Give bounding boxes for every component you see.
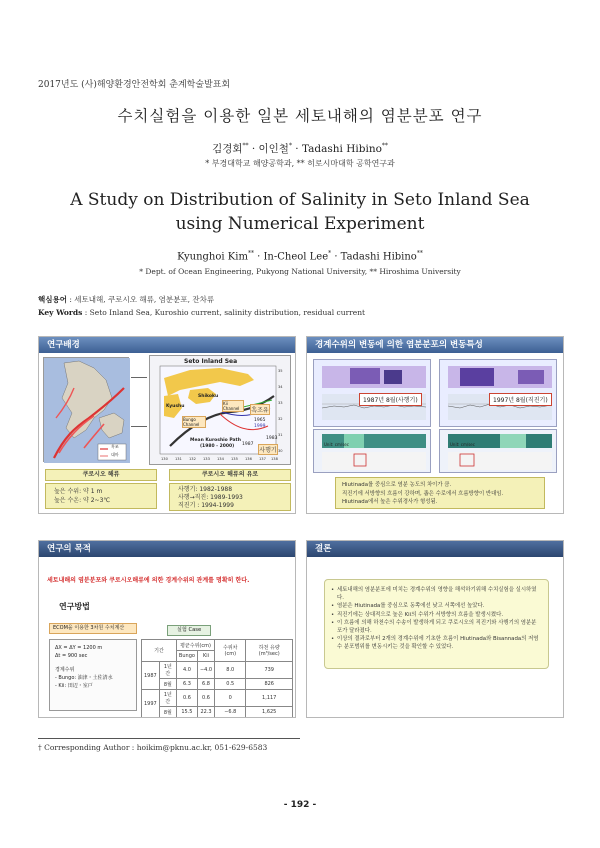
box2-line: 사행→직진: 1989-1993: [178, 494, 243, 501]
table-header: 평균수위(cm): [176, 640, 214, 651]
chart-graphic: [440, 430, 557, 473]
lon-ticks: [161, 457, 279, 461]
svg-text:135: 135: [231, 457, 238, 461]
note-line: Hiutinada에서 높은 수위경사가 형성됨.: [342, 499, 438, 505]
boundary-line: - Kii: 田辺・室戸: [55, 683, 93, 689]
svg-text:130: 130: [161, 457, 168, 461]
conference-header: 2017년도 (사)해양환경안전학회 춘계학술발표회: [38, 80, 231, 90]
svg-text:137: 137: [259, 457, 266, 461]
table-cell: 0: [215, 690, 246, 707]
english-authors: Kyunghoi Kim** · In-Cheol Lee* · Tadashi Hibino**: [177, 250, 423, 263]
chart-current-1997: [439, 429, 557, 473]
svg-text:136: 136: [245, 457, 252, 461]
korean-authors: 김경회** · 이인철* · Tadashi Hibino**: [212, 142, 388, 155]
table-subheader: Bungo: [176, 651, 197, 662]
table-cell: 22.3: [197, 707, 214, 718]
footnote: † Corresponding Author : hoikim@pknu.ac.kr, 051-629-6583: [38, 743, 268, 752]
param-line: ΔX = ΔY = 1200 m: [55, 645, 103, 651]
conclusion-item: • 직진기에는 상대적으로 높은 Kii의 수위가 서방향의 흐름을 발생시켰다.: [337, 611, 540, 619]
panel-boundary-level: [306, 336, 564, 514]
table-cell: 826: [246, 679, 293, 690]
svg-text:131: 131: [175, 457, 182, 461]
table-cell: 739: [246, 662, 293, 679]
model-box: ECOM을 이용한 3차원 수치계산: [49, 623, 137, 634]
footnote-rule: [38, 738, 300, 739]
box2-line: 직진기 : 1994-1999: [178, 502, 234, 509]
param-line: Δt = 900 sec: [55, 653, 88, 659]
note-line: 직진기에 서방향의 흐름이 강하며, 좁은 수로에서 흐름방향이 반대임.: [342, 490, 504, 497]
label-shikoku: Shikoku: [198, 394, 219, 399]
label-1997: 1997년 8월(직진기): [489, 393, 552, 406]
panel-purpose: [38, 540, 296, 718]
box1-line: 높은 수온: 약 2~3℃: [54, 497, 111, 504]
case-table: [141, 639, 293, 718]
table-row: [142, 690, 293, 707]
label-mean-years: (1980 - 2000): [200, 444, 235, 449]
table-cell: 0.6: [197, 690, 214, 707]
note-line: Hiutinada를 중심으로 염분 농도의 차이가 큼.: [342, 482, 452, 488]
table-header: 기간: [142, 640, 177, 662]
map-title: Seto Inland Sea: [184, 358, 238, 365]
table-header: 수위차 (cm): [215, 640, 246, 662]
svg-text:138: 138: [271, 457, 278, 461]
box1-body: [45, 483, 157, 509]
korean-title: 수치실험을 이용한 일본 세토내해의 염분분포 연구: [117, 107, 483, 125]
panel2-note: [335, 477, 545, 509]
table-cell: 8월: [159, 707, 176, 718]
unit-label: Unit: cm/sec: [324, 442, 349, 447]
chart-current-1987: [313, 429, 431, 473]
table-row: [142, 707, 293, 718]
table-cell: 6.8: [197, 679, 214, 690]
page-number: - 192 -: [283, 800, 317, 810]
method-title: 연구방법: [59, 602, 90, 611]
legend-item-1: 흑조: [111, 444, 119, 449]
table-cell: 8.0: [215, 662, 246, 679]
tag-box-a: 흑조유: [250, 404, 270, 415]
box2-line: 사행기: 1982-1988: [178, 486, 233, 493]
conclusion-list: [324, 579, 549, 669]
label-kii: Kii Channel: [222, 400, 244, 412]
panel-title: 연구의 목적: [39, 541, 295, 557]
label-kyushu: Kyushu: [166, 404, 185, 409]
svg-text:34: 34: [278, 385, 283, 389]
table-cell: −6.8: [215, 707, 246, 718]
svg-text:32: 32: [278, 417, 283, 421]
label-1987: 1987년 8월(사행기): [359, 393, 422, 406]
svg-text:134: 134: [217, 457, 224, 461]
table-row: [142, 662, 293, 679]
zoom-connector: [131, 377, 147, 427]
svg-text:33: 33: [278, 401, 283, 405]
svg-text:31: 31: [278, 433, 283, 437]
table-subheader: Kii: [197, 651, 214, 662]
table-cell: 1년간: [159, 690, 176, 707]
seto-map: [149, 355, 291, 465]
conclusion-item: • 이상의 결과로부터 2개의 경계수위에 기초한 흐름이 Hiutinada와 Bisannada의 저염수 분포범위를 변동시키는 것을 확인할 수 있었다.: [337, 635, 540, 651]
unit-label: Unit: cm/sec: [450, 442, 475, 447]
label-1987: 1987: [242, 442, 254, 447]
table-cell: 1년간: [159, 662, 176, 679]
table-cell: 6.3: [176, 679, 197, 690]
panel-title: 연구배경: [39, 337, 295, 353]
english-affiliation: * Dept. of Ocean Engineering, Pukyong National University, ** Hiroshima University: [139, 267, 461, 276]
box2-title: 쿠로시오 해류의 유로: [169, 469, 291, 481]
table-cell: 4.0: [176, 662, 197, 679]
tag-box-b: 사행기: [258, 444, 278, 455]
params-box: [49, 639, 137, 711]
case-title-box: 실험 Case: [167, 625, 211, 636]
box1-line: 높은 수위: 약 1 m: [54, 488, 103, 495]
panel-title: 결론: [307, 541, 563, 557]
table-cell: −4.0: [197, 662, 214, 679]
legend-item-2: 대마: [111, 452, 119, 457]
conclusion-item: • 염분은 Hiutinada를 중심으로 동쪽에선 낮고 서쪽에선 높았다.: [337, 602, 540, 610]
label-bungo: Bungo Channel: [182, 416, 206, 428]
boundary-line: - Bungo: 油津・土佐清水: [55, 675, 113, 681]
panel-conclusion: [306, 540, 564, 718]
english-title: A Study on Distribution of Salinity in Seto Inland Sea using Numerical Experiment: [70, 190, 530, 234]
label-mean-path: Mean Kuroshio Path: [190, 438, 241, 443]
panel-background: [38, 336, 296, 514]
svg-text:30: 30: [278, 449, 283, 453]
table-row: [142, 679, 293, 690]
label-1965: 1965: [254, 418, 266, 423]
svg-text:35: 35: [278, 369, 283, 373]
conclusion-item: • 이 흐름에 의해 하천수의 수송이 발생하게 되고 쿠로시오의 직진기와 사행기의 염분분포가 달라졌다.: [337, 619, 540, 635]
label-1999: 1999: [254, 424, 266, 429]
japan-map: [43, 357, 129, 462]
boundary-title: 경계수위: [55, 667, 75, 673]
box2-body: [169, 483, 291, 511]
table-header: 하천 유량 (m³/sec): [246, 640, 293, 662]
svg-text:132: 132: [189, 457, 196, 461]
table-cell: 8월: [159, 679, 176, 690]
conclusion-item: • 세토내해의 염분분포에 미치는 경계수위의 영향을 해석하기위해 수치실험을 실시하였다.: [337, 586, 540, 602]
label-1983: 1983: [266, 436, 278, 441]
purpose-text: 세토내해의 염분분포와 쿠로시오해류에 의한 경계수위의 관계를 명확히 한다.: [47, 577, 250, 584]
chart-graphic: [314, 430, 431, 473]
box1-title: 쿠로시오 해류: [45, 469, 157, 481]
table-cell: 0.6: [176, 690, 197, 707]
keywords-korean: 핵심용어 : 세토내해, 쿠로시오 해류, 염분분포, 잔차류: [38, 295, 215, 304]
table-cell: 1997: [142, 690, 160, 718]
keywords-english: Key Words : Seto Inland Sea, Kuroshio current, salinity distribution, residual current: [38, 308, 366, 317]
svg-text:133: 133: [203, 457, 210, 461]
panel-title: 경계수위의 변동에 의한 염분분포의 변동특성: [307, 337, 563, 353]
table-cell: 15.5: [176, 707, 197, 718]
korean-affiliation: * 부경대학교 해양공학과, ** 히로시마대학 공학연구과: [205, 159, 395, 168]
table-cell: 1,117: [246, 690, 293, 707]
table-cell: 0.5: [215, 679, 246, 690]
table-cell: 1,625: [246, 707, 293, 718]
table-cell: 1987: [142, 662, 160, 690]
